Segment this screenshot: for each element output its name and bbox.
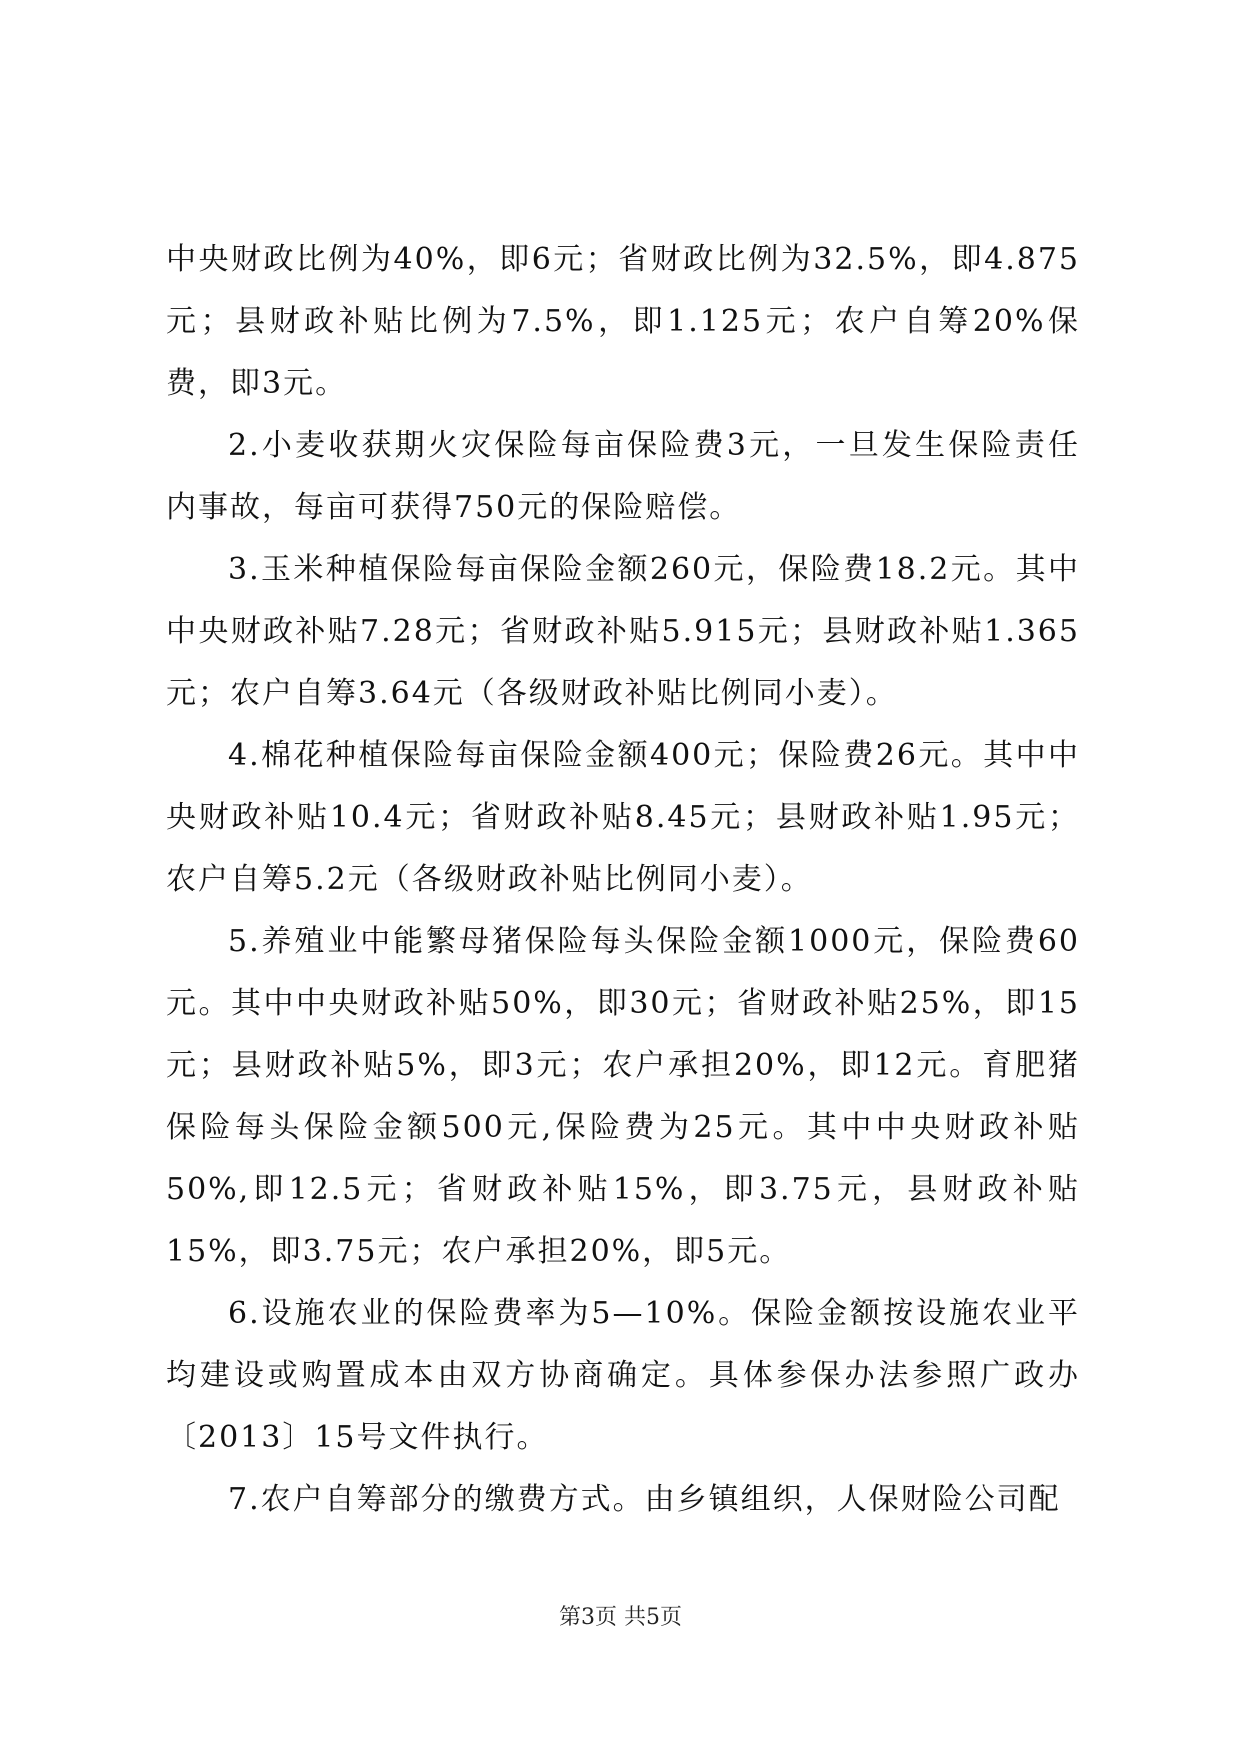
document-body	[166, 229, 1080, 1531]
paragraph-item-5: 5.养殖业中能繁母猪保险每头保险金额1000元，保险费60元。其中中央财政补贴50%，即30元；省财政补贴25%，即15元；县财政补贴5%，即3元；农户承担20%，即12元。育肥猪保险每头保险金额500元,保险费为25元。其中中央财政补贴50%,即12.5元；省财政补贴15%，即3.75元，县财政补贴15%，即3.75元；农户承担20%，即5元。	[166, 924, 1080, 1269]
paragraph-item-6: 6.设施农业的保险费率为5—10%。保险金额按设施农业平均建设或购置成本由双方协商确定。具体参保办法参照广政办〔2013〕15号文件执行。	[166, 1296, 1080, 1455]
paragraph-item-7: 7.农户自筹部分的缴费方式。由乡镇组织，人保财险公司配	[228, 1482, 1061, 1517]
paragraph-item-3: 3.玉米种植保险每亩保险金额260元，保险费18.2元。其中中央财政补贴7.28元；省财政补贴5.915元；县财政补贴1.365元；农户自筹3.64元（各级财政补贴比例同小麦）。	[166, 552, 1080, 711]
paragraph-item-4: 4.棉花种植保险每亩保险金额400元；保险费26元。其中中央财政补贴10.4元；省财政补贴8.45元；县财政补贴1.95元；农户自筹5.2元（各级财政补贴比例同小麦）。	[166, 738, 1080, 897]
paragraph-item-2: 2.小麦收获期火灾保险每亩保险费3元，一旦发生保险责任内事故，每亩可获得750元的保险赔偿。	[166, 428, 1080, 525]
page-number-label: 第3页 共5页	[559, 1605, 682, 1630]
paragraph-continuation: 中央财政比例为40%，即6元；省财政比例为32.5%，即4.875元；县财政补贴比例为7.5%，即1.125元；农户自筹20%保费，即3元。	[166, 242, 1080, 401]
page-footer	[0, 1603, 1241, 1633]
